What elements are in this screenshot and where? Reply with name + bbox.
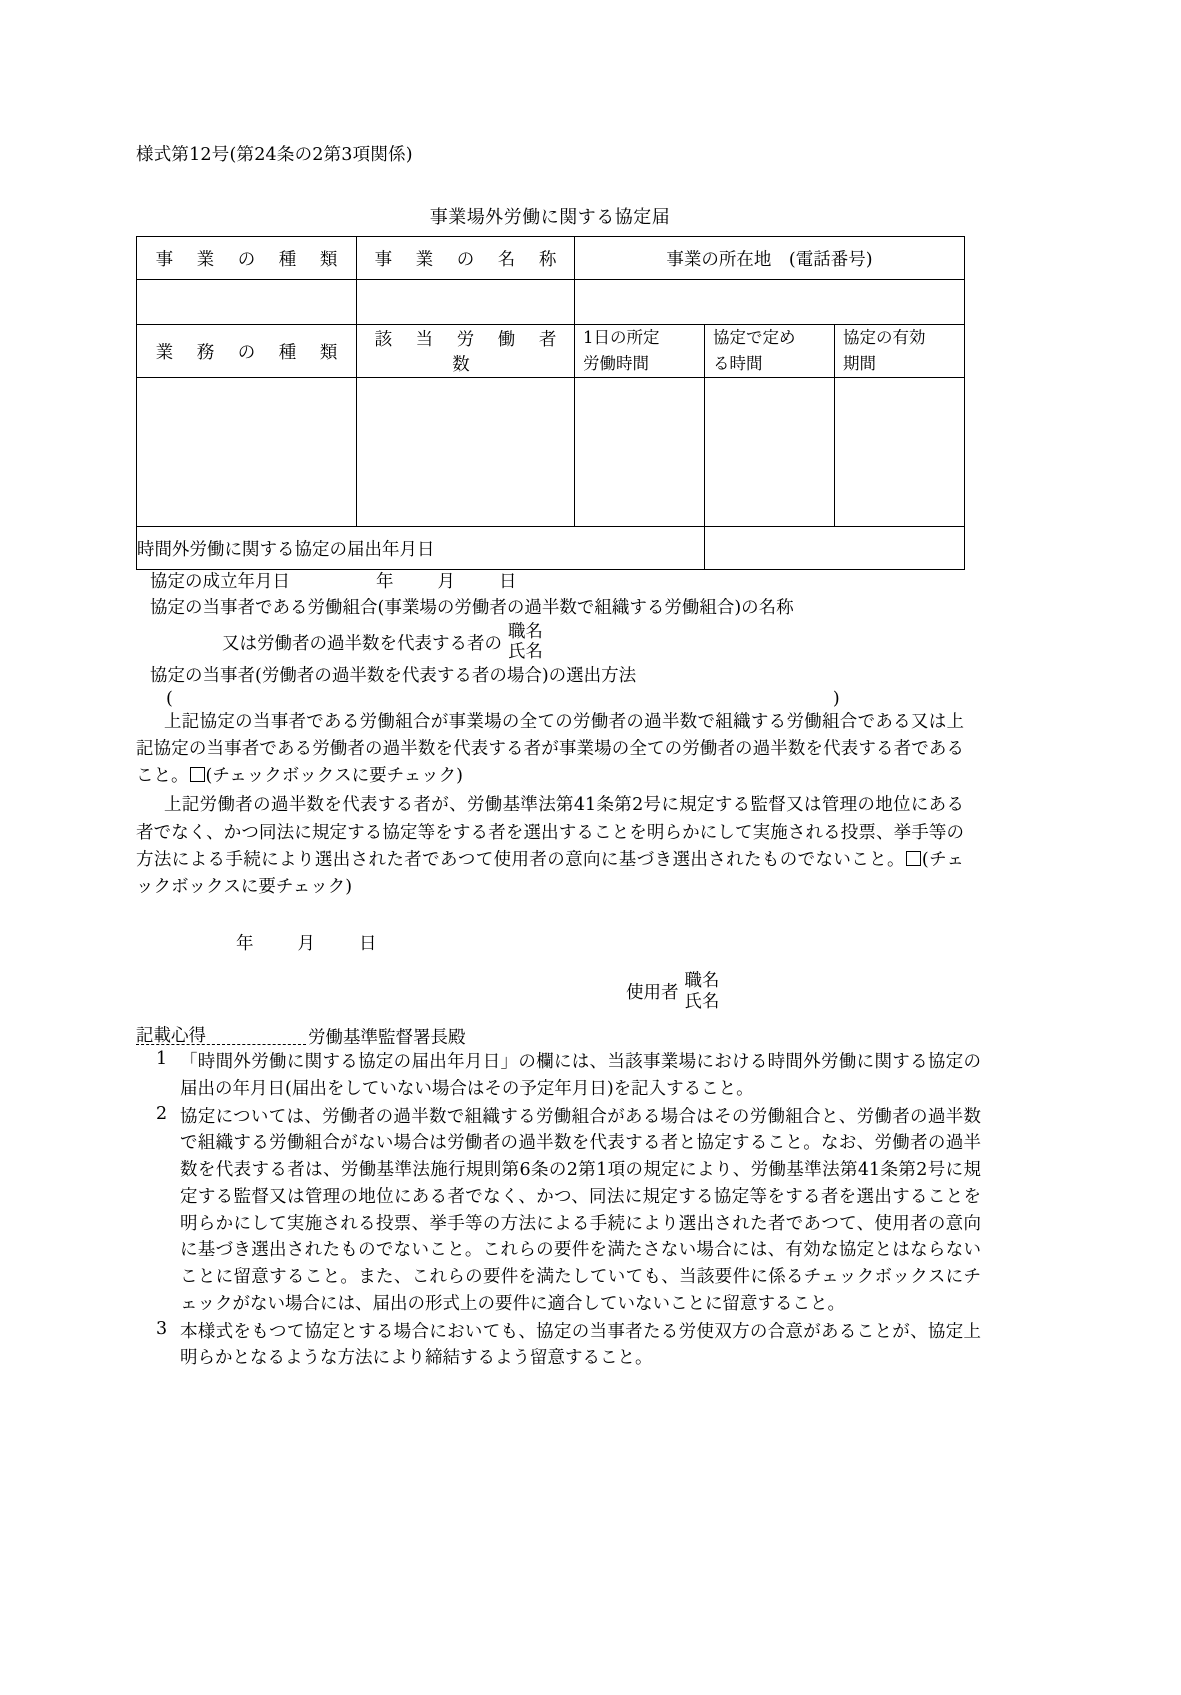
- td-agreed-hours-value[interactable]: [705, 378, 835, 527]
- agreement-date-line: [136, 569, 1036, 595]
- agreement-date-day[interactable]: 日: [499, 572, 517, 592]
- note-text: 本様式をもつて協定とする場合においても、協定の当事者たる労使双方の合意があることが、協定上明らかとなるような方法により締結するよう留意すること。: [180, 1321, 981, 1369]
- paren-close: ): [832, 689, 840, 710]
- agreement-date-label: 協定の成立年月日: [150, 572, 290, 592]
- th-daily-hours: [575, 325, 705, 378]
- employer-signature-block: [136, 971, 1036, 1012]
- note-text: 協定については、労働者の過半数で組織する労働組合がある場合はその労働組合と、労働者の過半数で組織する労働組合がない場合は労働者の過半数を代表する者と協定すること。なお、労働者の過半数を代表する者は、労働基準法施行規則第6条の2第1項の規定により、労働基準法第41条第2号に規定する監督又は管理の地位にある者でなく、かつ、同法に規定する協定等をする者を選出することを明らかにして実施される投票、挙手等の方法による手続により選出された者であつて、使用者の意向に基づき選出されたものでないこと。これらの要件を満たさない場合には、有効な協定とはならないことに留意すること。また、これらの要件を満たしていても、当該要件に係るチェックボックスにチェックがない場合には、届出の形式上の要件に適合していないことに留意すること。: [180, 1106, 981, 1314]
- th-agreed-hours-line2: る時間: [713, 354, 763, 374]
- note-text: 「時間外労働に関する協定の届出年月日」の欄には、当該事業場における時間外労働に関する協定の届出の年月日(届出をしていない場合はその予定年月日)を記入すること。: [180, 1052, 981, 1099]
- th-business-name: [357, 237, 575, 280]
- td-submission-date-value[interactable]: [705, 527, 965, 570]
- td-business-name-value[interactable]: [357, 280, 575, 325]
- table-header-row-1: [137, 237, 965, 280]
- representative-fields: [508, 622, 543, 663]
- employer-title-label[interactable]: 職名: [684, 971, 720, 992]
- notes-section: [136, 1022, 981, 1372]
- th-work-type-label: 業 務 の 種 類: [155, 342, 347, 363]
- body-text-block: [136, 569, 1036, 1049]
- th-business-type-label: 事 業 の 種 類: [155, 249, 347, 270]
- document-title: 事業場外労働に関する協定届: [429, 207, 671, 228]
- th-business-address: [575, 237, 965, 280]
- agreement-table: [136, 236, 965, 570]
- checkbox-icon[interactable]: [190, 767, 205, 782]
- th-valid-period-line2: 期間: [843, 354, 876, 374]
- table-input-row-2: [137, 378, 965, 527]
- th-worker-count: [357, 325, 575, 378]
- th-valid-period: [835, 325, 965, 378]
- th-daily-hours-line2: 労働時間: [583, 354, 649, 374]
- signature-date-line: [136, 931, 1036, 957]
- employer-fields: [685, 971, 720, 1012]
- table-input-row-1: [137, 280, 965, 325]
- notes-heading: 記載心得: [136, 1026, 206, 1046]
- note-item: [136, 1319, 981, 1373]
- declaration-2-text: 上記労働者の過半数を代表する者が、労働基準法第41条第2号に規定する監督又は管理の地位にある者でなく、かつ同法に規定する協定等をする者を選出することを明らかにして実施される投票、挙手等の方法による手続により選出された者であつて使用者の意向に基づき選出されたものでないこと。: [136, 795, 964, 870]
- signature-date-month[interactable]: 月: [297, 933, 315, 954]
- td-worker-count-value[interactable]: [357, 378, 575, 527]
- table-footer-row: [137, 527, 965, 570]
- td-work-type-value[interactable]: [137, 378, 357, 527]
- representative-title-label[interactable]: 職名: [508, 621, 543, 642]
- td-daily-hours-value[interactable]: [575, 378, 705, 527]
- representative-name-label[interactable]: 氏名: [508, 642, 543, 663]
- note-number: 1: [156, 1049, 168, 1069]
- form-number: 様式第12号(第24条の2第3項関係): [136, 145, 413, 165]
- th-worker-count-label: 該 当 労 働 者 数: [374, 330, 566, 376]
- agreement-date-month[interactable]: 月: [437, 572, 455, 592]
- th-business-address-label: 事業の所在地 (電話番号): [666, 249, 873, 270]
- declaration-1-note: (チェックボックスに要チェック): [205, 766, 463, 787]
- td-business-type-value[interactable]: [137, 280, 357, 325]
- representative-label: 又は労働者の過半数を代表する者の: [222, 633, 502, 654]
- table-header-row-2: [137, 325, 965, 378]
- representative-line: [136, 622, 1036, 663]
- labor-office-label: 労働基準監督署長殿: [308, 1028, 466, 1049]
- declaration-1-text: 上記協定の当事者である労働組合が事業場の全ての労働者の過半数で組織する労働組合である又は上記協定の当事者である労働者の過半数を代表する者が事業場の全ての労働者の過半数を代表する者であること。: [136, 712, 964, 787]
- td-valid-period-value[interactable]: [835, 378, 965, 527]
- note-item: [136, 1104, 981, 1318]
- declaration-paragraph-2: [136, 792, 964, 901]
- th-work-type: [137, 325, 357, 378]
- th-daily-hours-line1: 1日の所定: [583, 328, 660, 347]
- declaration-paragraph-1: [136, 709, 964, 790]
- employer-name-label[interactable]: 氏名: [684, 991, 720, 1012]
- signature-date-day[interactable]: 日: [359, 933, 377, 954]
- selection-method-line: 協定の当事者(労働者の過半数を代表する者の場合)の選出方法: [150, 665, 637, 686]
- checkbox-icon[interactable]: [906, 851, 921, 866]
- paren-open: (: [166, 689, 173, 710]
- note-item: [136, 1049, 981, 1103]
- note-number: 3: [156, 1318, 168, 1339]
- agreement-date-year[interactable]: 年: [376, 572, 394, 592]
- td-business-address-value[interactable]: [575, 280, 965, 325]
- td-submission-date-label: 時間外労働に関する協定の届出年月日: [137, 527, 705, 570]
- note-number: 2: [156, 1103, 168, 1124]
- employer-label: 使用者: [626, 983, 679, 1004]
- th-agreed-hours: [705, 325, 835, 378]
- th-business-name-label: 事 業 の 名 称: [374, 249, 566, 270]
- declaration-2-note: (チェックボックスに要チェック): [136, 849, 964, 897]
- th-valid-period-line1: 協定の有効: [843, 328, 926, 347]
- selection-method-input[interactable]: [136, 689, 1036, 709]
- th-agreed-hours-line1: 協定で定め: [713, 328, 796, 347]
- union-name-line: 協定の当事者である労働組合(事業場の労働者の過半数で組織する労働組合)の名称: [150, 598, 794, 619]
- signature-date-year[interactable]: 年: [236, 933, 254, 954]
- th-business-type: [137, 237, 357, 280]
